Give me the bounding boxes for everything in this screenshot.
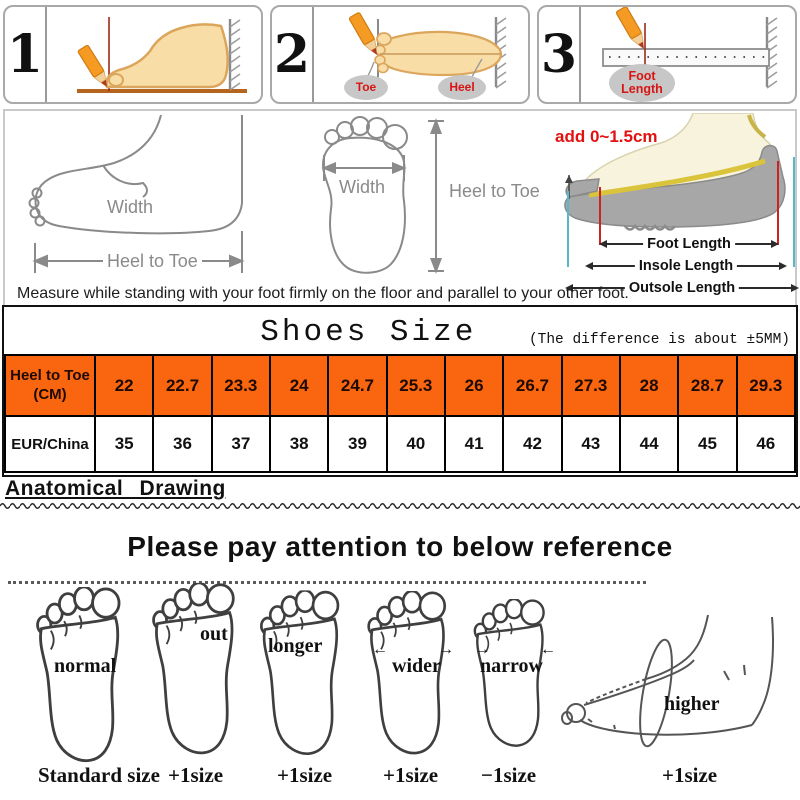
size-chart-note: (The difference is about ±5MM) <box>528 332 790 348</box>
red-guide-line-left <box>599 187 601 245</box>
teal-guide-line-left <box>567 191 569 267</box>
row-label-cm: Heel to Toe (CM) <box>5 355 95 416</box>
size-chart-box <box>2 305 798 477</box>
wider-arrow-right-icon: → <box>438 641 454 658</box>
cm-value: 22.7 <box>153 355 211 416</box>
narrow-label: narrow <box>480 655 543 677</box>
wider-arrow-left-icon: ← <box>372 641 388 658</box>
measuring-steps <box>3 5 797 104</box>
measuring-diagrams-box <box>3 109 797 309</box>
toe-tag: Toe <box>344 75 388 100</box>
wavy-underline <box>0 502 800 510</box>
side-heel-to-toe-label: Heel to Toe <box>103 251 202 272</box>
longer-label: longer <box>268 635 323 657</box>
eu-value: 42 <box>503 416 561 472</box>
cm-value: 24 <box>270 355 328 416</box>
foot-length-label: Foot Length <box>643 236 735 252</box>
eu-value: 45 <box>678 416 736 472</box>
step-2-number: 2 <box>272 7 314 102</box>
row-label-eur: EUR/China <box>5 416 95 472</box>
cm-value: 26.7 <box>503 355 561 416</box>
cm-value: 29.3 <box>737 355 795 416</box>
out-label: out <box>200 623 228 645</box>
step-3-number: 3 <box>539 7 581 102</box>
step-3-illustration <box>581 7 795 102</box>
step-1-number: 1 <box>5 7 47 102</box>
out-foot-illustration <box>148 581 250 761</box>
shoe-cross-section-diagram <box>553 113 800 303</box>
insole-length-measure <box>587 258 785 274</box>
foot-length-measure <box>601 236 777 252</box>
wider-label: wider <box>392 655 441 677</box>
add-note-label: add 0~1.5cm <box>555 127 658 146</box>
reference-dotted-line <box>8 581 646 584</box>
foot-shapes-reference <box>0 575 800 800</box>
heel-tag: Heel <box>438 75 486 100</box>
reference-heading: Please pay attention to below reference <box>127 531 673 562</box>
eu-value: 39 <box>328 416 386 472</box>
sole-width-label: Width <box>339 177 386 197</box>
normal-label: normal <box>54 655 117 677</box>
cm-value: 25.3 <box>387 355 445 416</box>
eu-value: 43 <box>562 416 620 472</box>
step-3-panel <box>537 5 797 104</box>
cm-value: 26 <box>445 355 503 416</box>
foot-side-diagram <box>11 113 277 279</box>
cm-value: 28.7 <box>678 355 736 416</box>
eu-value: 37 <box>212 416 270 472</box>
step-2-panel <box>270 5 530 104</box>
insole-length-label: Insole Length <box>635 258 737 274</box>
size-conversion-table <box>4 354 796 473</box>
narrow-size-label: −1size <box>481 763 537 787</box>
eu-value: 35 <box>95 416 153 472</box>
size-chart-header <box>4 307 796 354</box>
higher-size-label: +1size <box>662 763 718 787</box>
higher-label: higher <box>664 693 720 715</box>
standard-size-label: Standard size <box>38 763 160 787</box>
cm-value: 23.3 <box>212 355 270 416</box>
foot-length-tag: Foot Length <box>609 64 675 102</box>
size-chart-title: Shoes Size <box>260 314 477 350</box>
higher-instep-illustration <box>558 615 796 755</box>
eu-value: 38 <box>270 416 328 472</box>
cm-value: 27.3 <box>562 355 620 416</box>
eu-value: 41 <box>445 416 503 472</box>
eur-china-row <box>5 416 795 472</box>
cm-value: 22 <box>95 355 153 416</box>
step-1-illustration <box>47 7 261 102</box>
foot-side-pencil-illustration <box>47 7 262 102</box>
step-1-panel <box>3 5 263 104</box>
anatomical-section <box>0 477 800 501</box>
sole-heel-to-toe-label: Heel to Toe <box>449 181 540 201</box>
heel-to-toe-row <box>5 355 795 416</box>
narrow-arrow-right-icon: ← <box>540 641 556 658</box>
cm-value: 24.7 <box>328 355 386 416</box>
cm-value: 28 <box>620 355 678 416</box>
eu-value: 44 <box>620 416 678 472</box>
measuring-instruction: Measure while standing with your foot firmly on the floor and parallel to your other foot. <box>17 285 629 302</box>
wider-size-label: +1size <box>383 763 439 787</box>
red-guide-line-right <box>777 161 779 245</box>
eu-value: 40 <box>387 416 445 472</box>
longer-size-label: +1size <box>277 763 333 787</box>
anatomical-heading: Anatomical Drawing <box>5 477 226 500</box>
outsole-length-label: Outsole Length <box>625 280 739 296</box>
foot-sole-diagram <box>291 113 543 281</box>
teal-guide-line-right <box>793 157 795 267</box>
longer-foot-illustration <box>256 587 354 763</box>
step-2-illustration <box>314 7 528 102</box>
side-width-label: Width <box>107 197 154 217</box>
eu-value: 36 <box>153 416 211 472</box>
narrow-arrow-left-icon: → <box>474 641 490 658</box>
out-size-label: +1size <box>168 763 224 787</box>
eu-value: 46 <box>737 416 795 472</box>
